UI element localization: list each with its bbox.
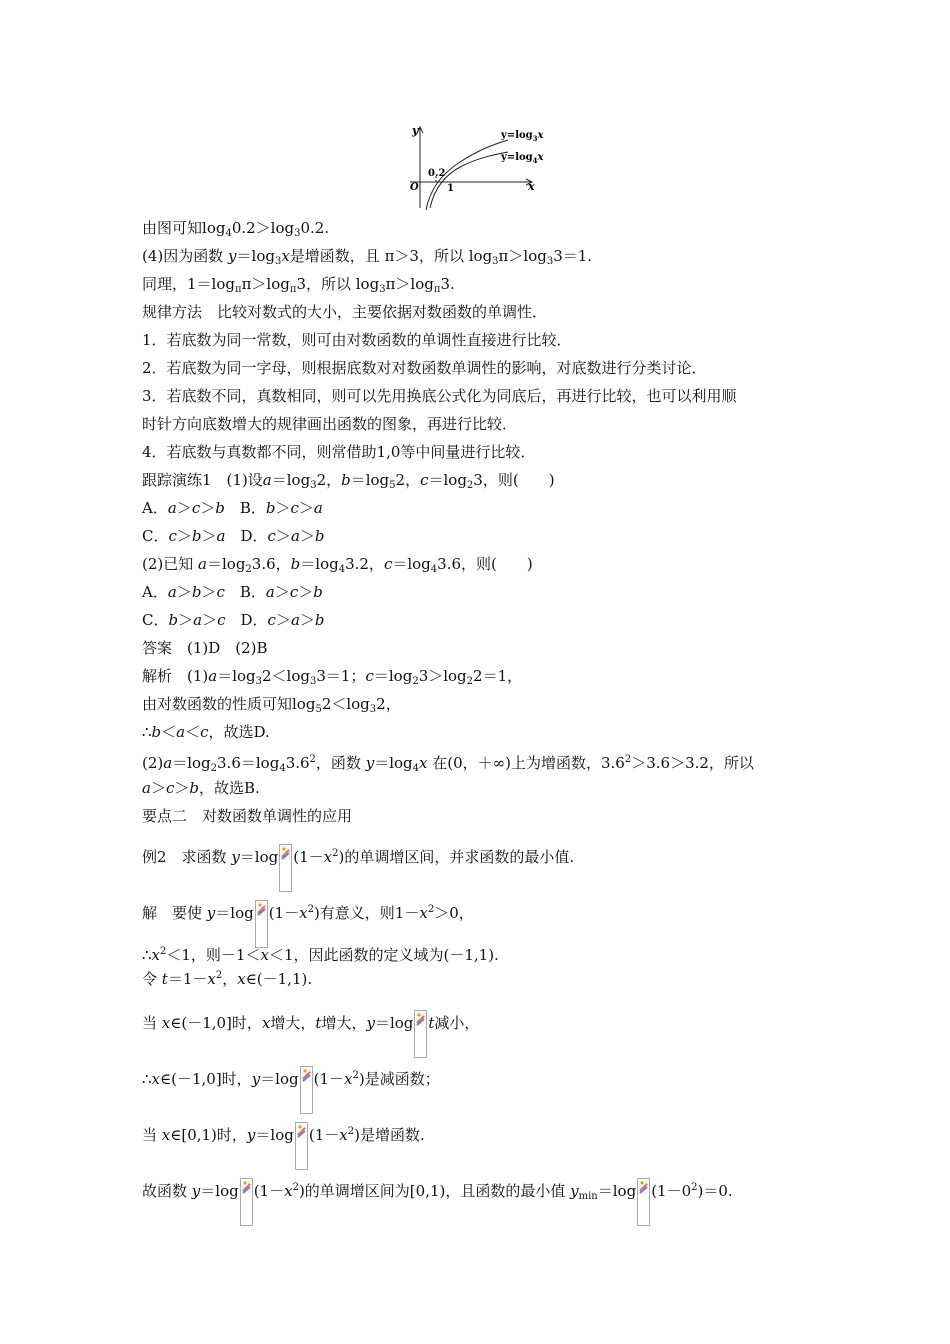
text-line: 解 要使 y＝log $(1-x^2)$有意义，则$1-x^2>0$， — [142, 900, 474, 948]
text-line: 3．若底数不同，真数相同，则可以先用换底公式化为同底后，再进行比较，也可以利用顺 — [142, 387, 737, 405]
text-line: A．a＞c＞b B．b＞c＞a — [142, 499, 323, 517]
text-line: A．a＞b＞c B．a＞c＞b — [142, 583, 323, 601]
broken-image-icon — [240, 1178, 253, 1226]
text-line: $(2)a=\log_23.6=\log_43.6^2$，函数 $y=\log_4x$ 在(0，＋∞)上为增函数，$3.6^2>3.6>3.2$，所以 — [142, 754, 754, 774]
curve1-label: $y=\log_3x$ — [501, 130, 544, 143]
text-line: 同理，$1=\log_\pi\pi>\log_\pi 3$，所以 $\log_3\pi>\log_\pi 3$. — [142, 275, 455, 295]
mark-1: 1 — [447, 183, 454, 194]
text-line: 要点二 对数函数单调性的应用 — [142, 807, 353, 825]
broken-image-icon — [300, 1066, 313, 1114]
log-graph — [400, 120, 560, 215]
text-line: a＞c＞b，故选B. — [142, 779, 260, 797]
text-line: 答案 (1)D (2)B — [142, 639, 268, 657]
text-line: 解析 $(1)a=\log_32<\log_33=1$；$c=\log_23>\log_22=1$， — [142, 667, 523, 687]
text-line: 2．若底数为同一字母，则根据底数对对数函数单调性的影响，对底数进行分类讨论． — [142, 359, 707, 377]
mark-02: 0.2 — [428, 168, 446, 179]
text-line: 当 x∈(－1,0]时，x增大，t增大，y＝log t减小， — [142, 1010, 479, 1058]
text-line: 4．若底数与真数都不同，则常借助1,0等中间量进行比较． — [142, 443, 536, 461]
broken-image-icon — [295, 1122, 308, 1170]
text-line: 时针方向底数增大的规律画出函数的图象，再进行比较． — [142, 415, 518, 433]
text-line: 规律方法 比较对数式的大小，主要依据对数函数的单调性． — [142, 303, 548, 321]
text-line: 跟踪演练1 (1)设$a=\log_32$，$b=\log_52$，$c=\log_23$，则( ) — [142, 471, 555, 491]
broken-image-icon — [279, 844, 292, 892]
x-axis-label: x — [528, 180, 535, 193]
y-axis-label: y — [412, 124, 419, 137]
text-line: 由对数函数的性质可知$\log_52<\log_32$， — [142, 695, 401, 715]
curve-log4 — [430, 152, 508, 208]
text-line: (2)已知 $a=\log_23.6$，$b=\log_43.2$，$c=\log_43.6$，则( ) — [142, 555, 533, 575]
text-line: C．c＞b＞a D．c＞a＞b — [142, 527, 325, 545]
text-line: ∴b＜a＜c，故选D. — [142, 723, 270, 741]
text-line: 故函数 y＝log $(1-x^2)$的单调增区间为[0,1)，且函数的最小值 $y_{min}=\log$ $(1-0^2)=0$. — [142, 1178, 733, 1226]
origin-label: O — [410, 182, 419, 193]
text-line: 当 x∈[0,1)时，y＝log $(1-x^2)$是增函数. — [142, 1122, 425, 1170]
text-line: C．b＞a＞c D．c＞a＞b — [142, 611, 325, 629]
text-line: $\therefore x^2<1$，则－1＜x＜1，因此函数的定义域为(－1,1). — [142, 946, 499, 964]
broken-image-icon — [255, 900, 268, 948]
text-line: 例2 求函数 y＝log $(1-x^2)$的单调增区间，并求函数的最小值. — [142, 844, 574, 892]
text-line: (4)因为函数 $y=\log_3x$是增函数，且 π＞3，所以 $\log_3\pi>\log_33=1$. — [142, 247, 593, 267]
curve2-label: $y=\log_4x$ — [501, 152, 544, 165]
text-line: 令 $t=1-x^2$，x∈(－1,1). — [142, 970, 313, 988]
broken-image-icon — [414, 1010, 427, 1058]
text-line: 由图可知$\log_40.2>\log_30.2$. — [142, 219, 330, 239]
text-line: 1．若底数为同一常数，则可由对数函数的单调性直接进行比较． — [142, 331, 572, 349]
text-line: ∴x∈(－1,0]时，y＝log $(1-x^2)$是减函数； — [142, 1066, 440, 1114]
broken-image-icon — [637, 1178, 650, 1226]
